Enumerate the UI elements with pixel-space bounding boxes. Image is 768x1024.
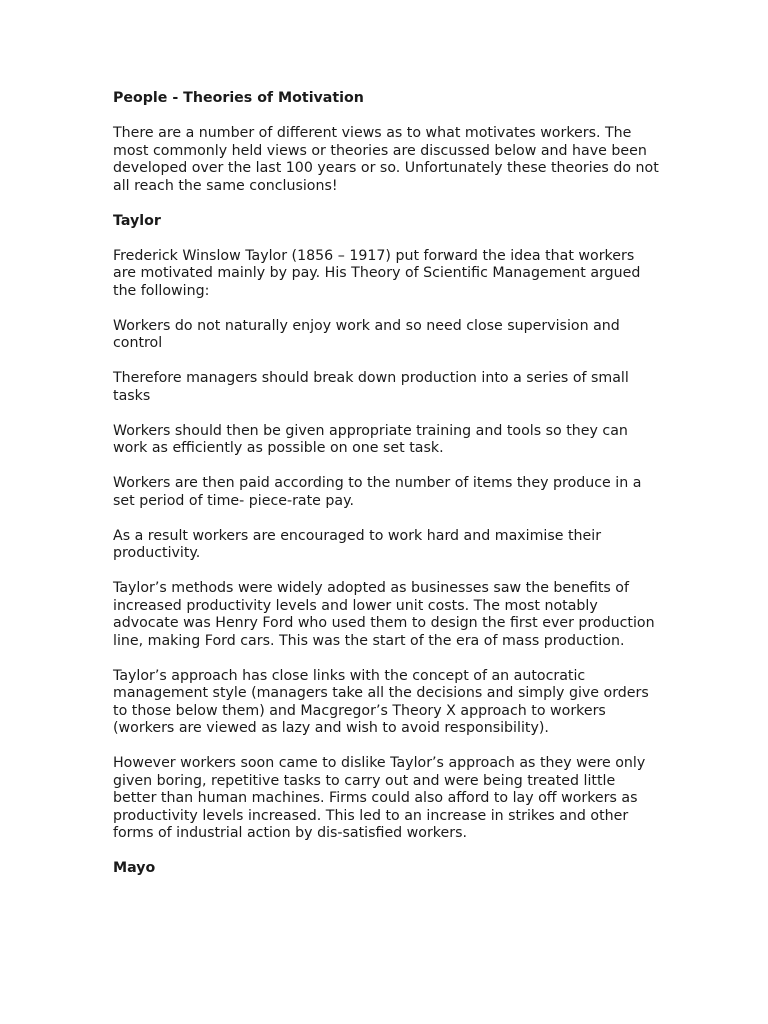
spacer [113, 108, 661, 126]
spacer [113, 650, 661, 668]
document-title: People - Theories of Motivation [113, 90, 364, 106]
section-heading-taylor: Taylor [113, 212, 161, 229]
paragraph: Taylor’s methods were widely adopted as businesses saw the benefits of increased productivity levels and lower unit costs. The most notably advocate was Henry Ford who used them to design the first ever production line, making Ford cars. This was the start of the era of mass production. [113, 580, 655, 649]
spacer [113, 843, 661, 861]
spacer [113, 458, 661, 476]
section-heading-mayo: Mayo [113, 860, 156, 876]
spacer [113, 230, 661, 248]
paragraph: As a result workers are encouraged to work hard and maximise their productivity. [113, 527, 602, 561]
spacer [113, 738, 661, 756]
spacer [113, 353, 661, 371]
paragraph: Frederick Winslow Taylor (1856 – 1917) put forward the idea that workers are motivated mainly by pay. His Theory of Scientific Management argued the following: [113, 247, 641, 299]
paragraph: Workers do not naturally enjoy work and so need close supervision and control [113, 317, 620, 351]
document-body [113, 90, 661, 878]
paragraph: Therefore managers should break down production into a series of small tasks [113, 370, 629, 404]
spacer [113, 195, 661, 213]
spacer [113, 300, 661, 318]
paragraph: Taylor’s approach has close links with the concept of an autocratic management style (managers take all the decisions and simply give orders to those below them) and Macgregor’s Theory X approach to workers (workers are viewed as lazy and wish to avoid responsibility). [113, 667, 649, 736]
paragraph: Workers should then be given appropriate training and tools so they can work as efficiently as possible on one set task. [113, 422, 628, 456]
spacer [113, 563, 661, 581]
spacer [113, 405, 661, 423]
intro-paragraph: There are a number of different views as to what motivates workers. The most commonly held views or theories are discussed below and have been developed over the last 100 years or so. Unfortunately these theories do not all reach the same conclusions! [113, 125, 659, 194]
paragraph: However workers soon came to dislike Taylor’s approach as they were only given boring, repetitive tasks to carry out and were being treated little better than human machines. Firms could also afford to lay off workers as productivity levels increased. This led to an increase in strikes and other forms of industrial action by dis-satisfied workers. [113, 755, 646, 841]
paragraph: Workers are then paid according to the number of items they produce in a set period of time- piece-rate pay. [113, 475, 642, 509]
spacer [113, 510, 661, 528]
